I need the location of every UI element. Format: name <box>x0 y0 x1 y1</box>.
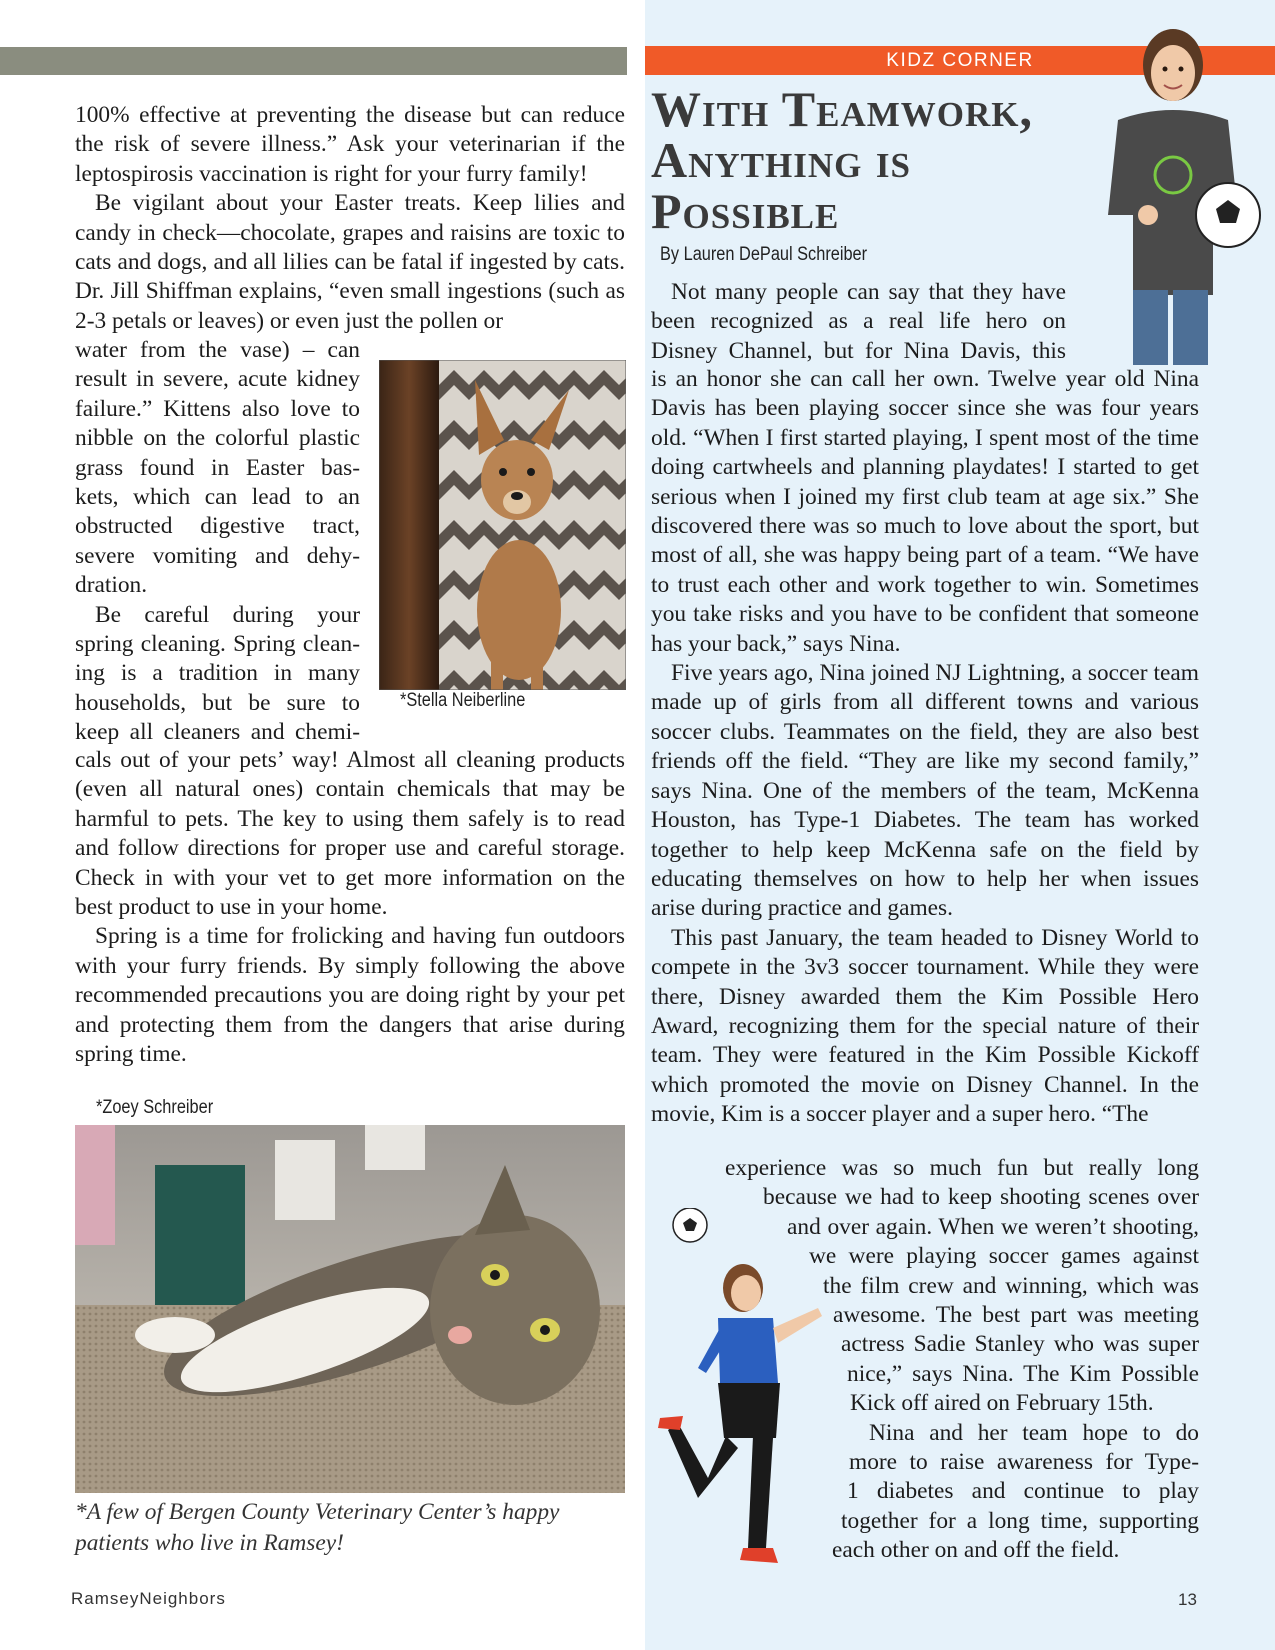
paragraph: Be vigilant about your Easter treats. Keep lilies and candy in check—chocolate, grapes and raisins are toxic to cats and dogs, and all lilies can be fatal if ingested by cats. Dr. Jill Shiffman explains, “even small ingestions (such as 2-3 petals or leaves) or even just the pollen or <box>75 190 625 334</box>
article-headline <box>651 81 1111 239</box>
text-line: households, but be sure to <box>75 689 360 716</box>
photos-caption: *A few of Bergen County Veterinary Center’s happy patients who live in Ramsey! <box>75 1499 560 1556</box>
text-line: awesome. The best part was meeting <box>833 1302 1199 1329</box>
text-line: water from the vase) – can <box>75 337 360 363</box>
text-line: Disney Channel, but for Nina Davis, this <box>651 337 1066 364</box>
text-line: keep all cleaners and chemi- <box>75 719 360 746</box>
left-article-bottom <box>75 746 625 1069</box>
text-line: more to raise awareness for Type- <box>849 1449 1199 1476</box>
text-line: spring cleaning. Spring clean- <box>75 631 360 658</box>
headline-line: With Teamwork, <box>651 81 1034 137</box>
text-line: severe vomiting and dehy- <box>75 542 360 569</box>
text-line: dration. <box>75 572 148 599</box>
dog-photo <box>379 360 626 690</box>
text-line: result in severe, acute kidney <box>75 366 360 393</box>
section-label: KIDZ CORNER <box>645 46 1275 75</box>
left-header-bar <box>0 47 627 75</box>
text-line: we were playing soccer games against <box>809 1243 1199 1270</box>
text-line: the film crew and winning, which was <box>823 1272 1199 1299</box>
nina-photo <box>1078 25 1265 365</box>
text-line: together for a long time, supporting <box>841 1507 1199 1534</box>
text-line: Kick off aired on February 15th. <box>850 1390 1154 1417</box>
dog-photo-caption: *Stella Neiberline <box>400 690 526 711</box>
cat-photo <box>75 1125 625 1493</box>
magazine-name: RamseyNeighbors <box>71 1589 226 1608</box>
text-line: 1 diabetes and continue to play <box>847 1478 1199 1505</box>
text-line: because we had to keep shooting scenes over <box>763 1184 1199 1211</box>
headline-line: Possible <box>651 183 840 239</box>
text-line: Be careful during your <box>95 601 360 628</box>
byline: By Lauren DePaul Schreiber <box>660 244 868 265</box>
left-wrapped-text <box>75 336 360 748</box>
left-article-top <box>75 101 625 336</box>
text-line: failure.” Kittens also love to <box>75 395 360 422</box>
paragraph: This past January, the team headed to Disney World to compete in the 3v3 soccer tournament. While they were there, Disney awarded them the Kim Possible Hero Award, recognizing them for the special nature of their team. They were featured in the Kim Possible Kickoff which promoted the movie on Disney Channel. In the movie, Kim is a soccer player and a super hero. “The <box>651 924 1199 1128</box>
text-line: each other on and off the field. <box>832 1537 1120 1564</box>
paragraph: Spring is a time for frolicking and having fun outdoors with your furry friends. By simply following the above recommended precautions you are doing right by your pet and protecting them from the dangers that arise during spring time. <box>75 923 625 1068</box>
text-line: obstructed digestive tract, <box>75 513 360 540</box>
paragraph: Five years ago, Nina joined NJ Lightning, a soccer team made up of girls from all different towns and various soccer clubs. Teammates on the field, they are also best friends off the field. “They are like my second family,” says Nina. One of the members of the team, McKenna Houston, has Type-1 Diabetes. The team has worked together to help keep McKenna safe on the field by educating themselves on how to help her when issues arise during practice and games. <box>651 660 1199 922</box>
text-line: kets, which can lead to an <box>75 484 360 511</box>
text-line: actress Sadie Stanley who was super <box>841 1331 1199 1358</box>
right-wrapped-text <box>651 278 1066 366</box>
text-line: ing is a tradition in many <box>75 660 360 687</box>
text-line: Not many people can say that they have <box>671 279 1066 305</box>
cat-photo-caption: *Zoey Schreiber <box>96 1097 214 1118</box>
text-line: and over again. When we weren’t shooting, <box>787 1213 1199 1240</box>
right-article-tail <box>651 1154 1199 1566</box>
paragraph: 100% effective at preventing the disease but can reduce the risk of severe illness.” Ask your veterinarian if the leptospirosis vaccination is right for your furry family! <box>75 102 625 187</box>
text-line: nice,” says Nina. The Kim Possible <box>847 1360 1199 1387</box>
right-article-body <box>651 365 1199 1130</box>
paragraph: cals out of your pets’ way! Almost all cleaning products (even all natural ones) contain chemicals that may be harmful to pets. The key to using them safely is to read and follow directions for proper use and careful storage. Check in with your vet to get more information on the best product to use in your home. <box>75 747 625 921</box>
page-number: 13 <box>1178 1590 1197 1609</box>
paragraph: is an honor she can call her own. Twelve year old Nina Davis has been playing soccer since she was four years old. “When I first started playing, I spent most of the time doing cartwheels and planning playdates! I started to get serious when I joined my first club team at age six.” She discovered there was so much to love about the sport, but most of all, she was happy being part of a team. “We have to trust each other and work together to win. Sometimes you take risks and you have to be confident that someone has your back,” says Nina. <box>651 366 1199 657</box>
text-line: Nina and her team hope to do <box>869 1419 1199 1446</box>
text-line: experience was so much fun but really long <box>725 1155 1199 1181</box>
text-line: been recognized as a real life hero on <box>651 308 1066 335</box>
text-line: grass found in Easter bas- <box>75 454 360 481</box>
headline-line: Anything is <box>651 132 911 188</box>
text-line: nibble on the colorful plastic <box>75 425 360 452</box>
